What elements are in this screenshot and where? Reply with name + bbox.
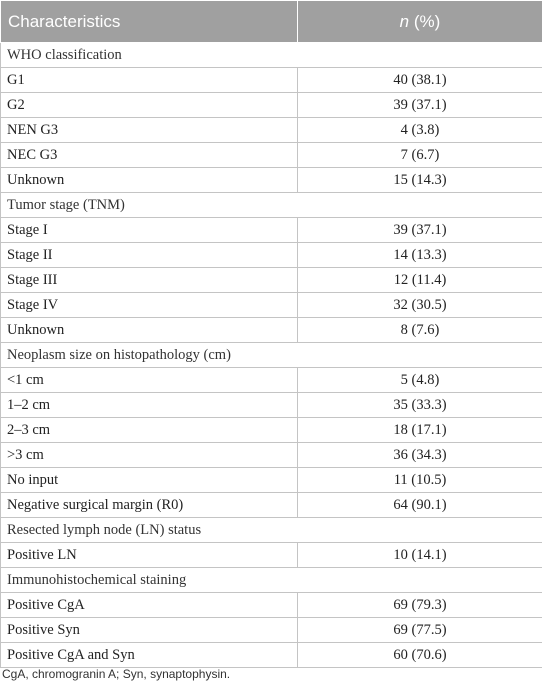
row-label: Positive LN <box>1 543 298 568</box>
table-row <box>1 318 542 343</box>
section-label: Neoplasm size on histopathology (cm) <box>1 343 542 368</box>
row-value: 36 (34.3) <box>298 443 542 468</box>
table-row <box>1 93 542 118</box>
row-label: Positive Syn <box>1 618 298 643</box>
table-row <box>1 468 542 493</box>
table-row <box>1 68 542 93</box>
row-value: 39 (37.1) <box>298 93 542 118</box>
table-row <box>1 443 542 468</box>
row-label: Positive CgA and Syn <box>1 643 298 668</box>
row-value: 4 (3.8) <box>298 118 542 143</box>
row-value: 8 (7.6) <box>298 318 542 343</box>
row-label: Stage III <box>1 268 298 293</box>
row-label: G1 <box>1 68 298 93</box>
row-label: 2–3 cm <box>1 418 298 443</box>
section-row <box>1 193 542 218</box>
table-row <box>1 168 542 193</box>
row-label: NEN G3 <box>1 118 298 143</box>
table-row <box>1 393 542 418</box>
row-value: 10 (14.1) <box>298 543 542 568</box>
table-row <box>1 543 542 568</box>
table-row <box>1 218 542 243</box>
row-value: 69 (77.5) <box>298 618 542 643</box>
row-label: Stage I <box>1 218 298 243</box>
row-label: Unknown <box>1 168 298 193</box>
section-row <box>1 43 542 68</box>
header-characteristics: Characteristics <box>1 1 298 43</box>
header-n-percent <box>298 1 542 43</box>
row-label: >3 cm <box>1 443 298 468</box>
row-label: <1 cm <box>1 368 298 393</box>
row-label: G2 <box>1 93 298 118</box>
table-footnote: CgA, chromogranin A; Syn, synaptophysin. <box>2 667 231 681</box>
row-value: 35 (33.3) <box>298 393 542 418</box>
section-label: WHO classification <box>1 43 542 68</box>
row-label: Unknown <box>1 318 298 343</box>
table-row <box>1 643 542 668</box>
table-row <box>1 118 542 143</box>
section-row <box>1 518 542 543</box>
row-value: 12 (11.4) <box>298 268 542 293</box>
table-row <box>1 418 542 443</box>
section-label: Tumor stage (TNM) <box>1 193 542 218</box>
row-value: 32 (30.5) <box>298 293 542 318</box>
row-value: 15 (14.3) <box>298 168 542 193</box>
row-label: No input <box>1 468 298 493</box>
row-value: 11 (10.5) <box>298 468 542 493</box>
row-label: Stage IV <box>1 293 298 318</box>
row-value: 64 (90.1) <box>298 493 542 518</box>
row-label: Positive CgA <box>1 593 298 618</box>
row-value: 39 (37.1) <box>298 218 542 243</box>
row-value: 60 (70.6) <box>298 643 542 668</box>
table-row <box>1 243 542 268</box>
table-row <box>1 143 542 168</box>
header-percent: (%) <box>409 11 441 31</box>
header-n-italic: n <box>399 11 410 31</box>
table-body <box>1 43 542 668</box>
table-header-row <box>1 1 542 43</box>
row-value: 5 (4.8) <box>298 368 542 393</box>
table-row <box>1 493 542 518</box>
row-label: 1–2 cm <box>1 393 298 418</box>
row-label: NEC G3 <box>1 143 298 168</box>
row-label: Stage II <box>1 243 298 268</box>
row-value: 7 (6.7) <box>298 143 542 168</box>
table-row <box>1 618 542 643</box>
row-value: 69 (79.3) <box>298 593 542 618</box>
section-label: Immunohistochemical staining <box>1 568 542 593</box>
row-value: 18 (17.1) <box>298 418 542 443</box>
table-row <box>1 268 542 293</box>
section-row <box>1 568 542 593</box>
row-label: Negative surgical margin (R0) <box>1 493 298 518</box>
table-row <box>1 593 542 618</box>
row-value: 40 (38.1) <box>298 68 542 93</box>
row-value: 14 (13.3) <box>298 243 542 268</box>
table-row <box>1 368 542 393</box>
section-label: Resected lymph node (LN) status <box>1 518 542 543</box>
section-row <box>1 343 542 368</box>
table-row <box>1 293 542 318</box>
